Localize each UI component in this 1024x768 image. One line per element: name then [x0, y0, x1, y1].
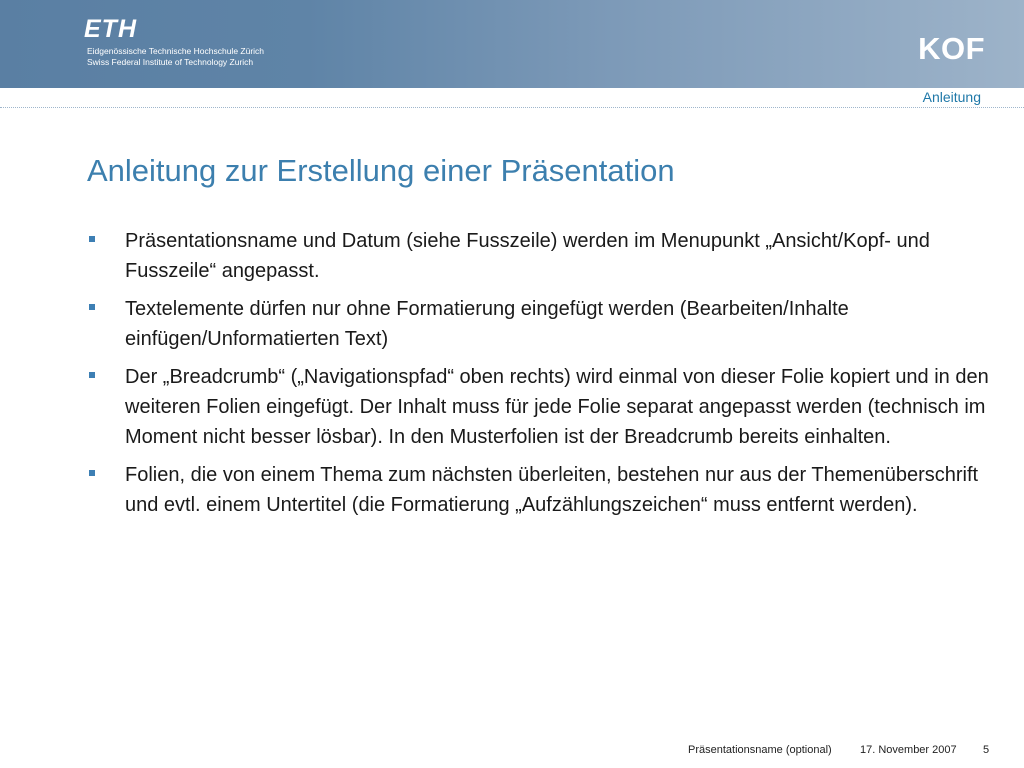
bullet-list: [87, 226, 997, 528]
bullet-text: Präsentationsname und Datum (siehe Fusszeile) werden im Menupunkt „Ansicht/Kopf- und Fusszeile“ angepasst.: [125, 230, 930, 282]
bullet-item: [87, 294, 997, 354]
eth-logo: ETH: [84, 15, 137, 43]
header-divider: [0, 107, 1024, 108]
slide-title: Anleitung zur Erstellung einer Präsentation: [87, 153, 675, 188]
eth-name-german: Eidgenössische Technische Hochschule Zürich: [87, 46, 265, 56]
footer-presentation-name: Präsentationsname (optional): [688, 744, 832, 756]
square-bullet-icon: [89, 372, 95, 378]
bullet-text: Folien, die von einem Thema zum nächsten überleiten, bestehen nur aus der Themenüberschrift und evtl. einem Untertitel (die Formatierung „Aufzählungszeichen“ muss entfernt werden).: [125, 464, 979, 516]
square-bullet-icon: [89, 236, 95, 242]
kof-logo: KOF: [918, 31, 985, 66]
bullet-item: [87, 460, 997, 520]
bullet-text: Der „Breadcrumb“ („Navigationspfad“ oben rechts) wird einmal von dieser Folie kopiert und in den weiteren Folien eingefügt. Der Inhalt muss für jede Folie separat angepasst werden (technisch im Moment nicht besser lösbar). In den Musterfolien ist der Breadcrumb bereits einhalten.: [125, 366, 989, 448]
footer-page-number: 5: [983, 744, 990, 756]
square-bullet-icon: [89, 304, 95, 310]
bullet-text: Textelemente dürfen nur ohne Formatierung eingefügt werden (Bearbeiten/Inhalte einfügen/Unformatierten Text): [125, 298, 849, 350]
bullet-item: [87, 362, 997, 452]
slide-footer: [0, 743, 1024, 757]
footer-date: 17. November 2007: [860, 744, 957, 756]
breadcrumb: Anleitung: [922, 89, 981, 105]
square-bullet-icon: [89, 470, 95, 476]
header-banner: [0, 0, 1024, 88]
eth-name-english: Swiss Federal Institute of Technology Zurich: [87, 57, 254, 67]
bullet-item: [87, 226, 997, 286]
